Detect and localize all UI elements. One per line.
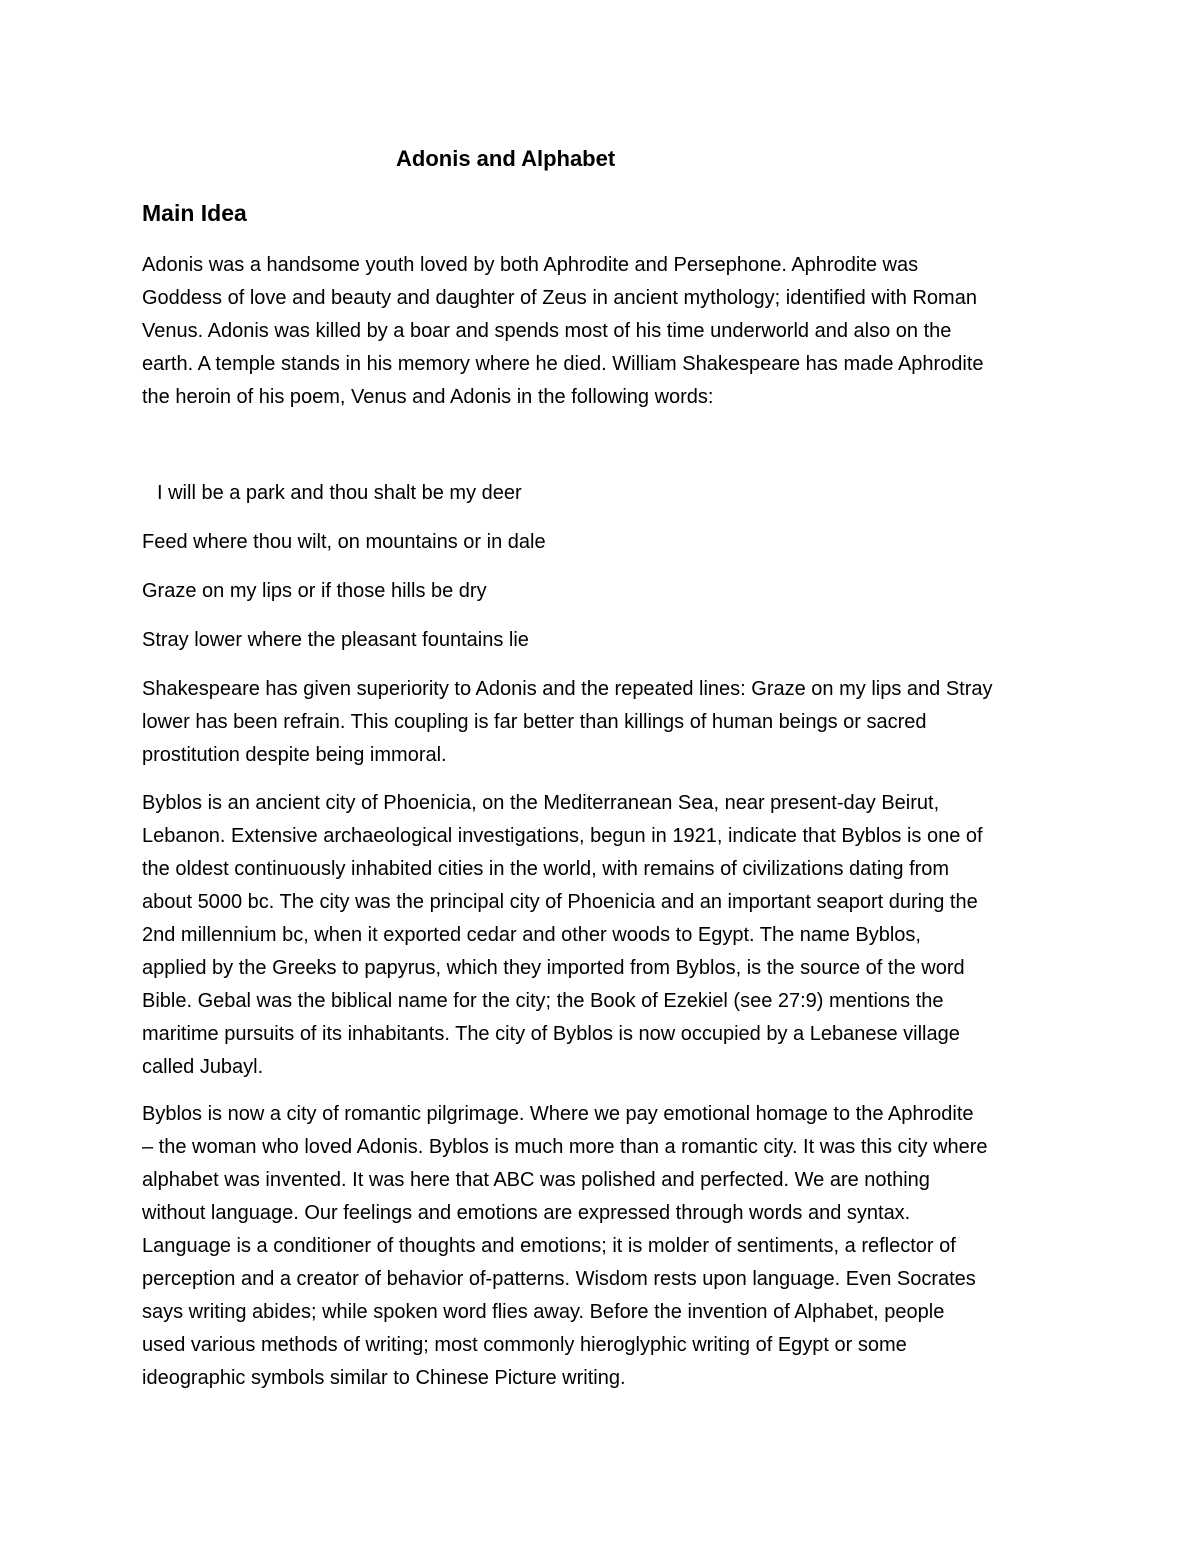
paragraph-line: called Jubayl. <box>142 1056 264 1078</box>
paragraph-line: Venus. Adonis was killed by a boar and spends most of his time underworld and also on the <box>142 320 952 342</box>
paragraph-line: without language. Our feelings and emotions are expressed through words and syntax. <box>142 1202 911 1224</box>
paragraph-line: Shakespeare has given superiority to Adonis and the repeated lines: Graze on my lips and Stray <box>142 678 993 700</box>
paragraph-line: Goddess of love and beauty and daughter of Zeus in ancient mythology; identified with Roman <box>142 287 977 309</box>
paragraph-line: 2nd millennium bc, when it exported cedar and other woods to Egypt. The name Byblos, <box>142 924 921 946</box>
paragraph-line: the heroin of his poem, Venus and Adonis in the following words: <box>142 386 714 408</box>
paragraph-byblos <box>142 787 1062 1084</box>
paragraph-alphabet <box>142 1098 1062 1395</box>
paragraph-line: about 5000 bc. The city was the principal city of Phoenicia and an important seaport during the <box>142 891 978 913</box>
paragraph-line: Byblos is now a city of romantic pilgrimage. Where we pay emotional homage to the Aphrodite <box>142 1103 974 1125</box>
paragraph-line: – the woman who loved Adonis. Byblos is much more than a romantic city. It was this city where <box>142 1136 988 1158</box>
paragraph-line: says writing abides; while spoken word flies away. Before the invention of Alphabet, people <box>142 1301 945 1323</box>
paragraph-line: prostitution despite being immoral. <box>142 744 447 766</box>
paragraph-line: Lebanon. Extensive archaeological investigations, begun in 1921, indicate that Byblos is one of <box>142 825 983 847</box>
paragraph-shakespeare <box>142 673 1062 772</box>
paragraph-line: applied by the Greeks to papyrus, which they imported from Byblos, is the source of the word <box>142 957 965 979</box>
section-heading: Main Idea <box>142 200 247 226</box>
paragraph-line: perception and a creator of behavior of-patterns. Wisdom rests upon language. Even Socrates <box>142 1268 976 1290</box>
paragraph-line: Byblos is an ancient city of Phoenicia, on the Mediterranean Sea, near present-day Beirut, <box>142 792 940 814</box>
paragraph-line: Language is a conditioner of thoughts and emotions; it is molder of sentiments, a reflector of <box>142 1235 956 1257</box>
document-title: Adonis and Alphabet <box>396 146 616 171</box>
poem-line: Graze on my lips or if those hills be dry <box>142 580 487 602</box>
paragraph-line: ideographic symbols similar to Chinese Picture writing. <box>142 1367 626 1389</box>
poem-line: Feed where thou wilt, on mountains or in dale <box>142 531 546 553</box>
paragraph-line: Adonis was a handsome youth loved by both Aphrodite and Persephone. Aphrodite was <box>142 254 919 276</box>
paragraph-line: Bible. Gebal was the biblical name for the city; the Book of Ezekiel (see 27:9) mentions the <box>142 990 944 1012</box>
paragraph-line: used various methods of writing; most commonly hieroglyphic writing of Egypt or some <box>142 1334 907 1356</box>
paragraph-intro <box>142 249 1062 414</box>
paragraph-line: lower has been refrain. This coupling is far better than killings of human beings or sacred <box>142 711 927 733</box>
paragraph-line: the oldest continuously inhabited cities in the world, with remains of civilizations dating from <box>142 858 950 880</box>
poem-line: Stray lower where the pleasant fountains lie <box>142 629 529 651</box>
paragraph-line: alphabet was invented. It was here that ABC was polished and perfected. We are nothing <box>142 1169 930 1191</box>
paragraph-line: maritime pursuits of its inhabitants. The city of Byblos is now occupied by a Lebanese village <box>142 1023 960 1045</box>
poem-line: I will be a park and thou shalt be my deer <box>157 482 522 504</box>
paragraph-line: earth. A temple stands in his memory where he died. William Shakespeare has made Aphrodite <box>142 353 984 375</box>
